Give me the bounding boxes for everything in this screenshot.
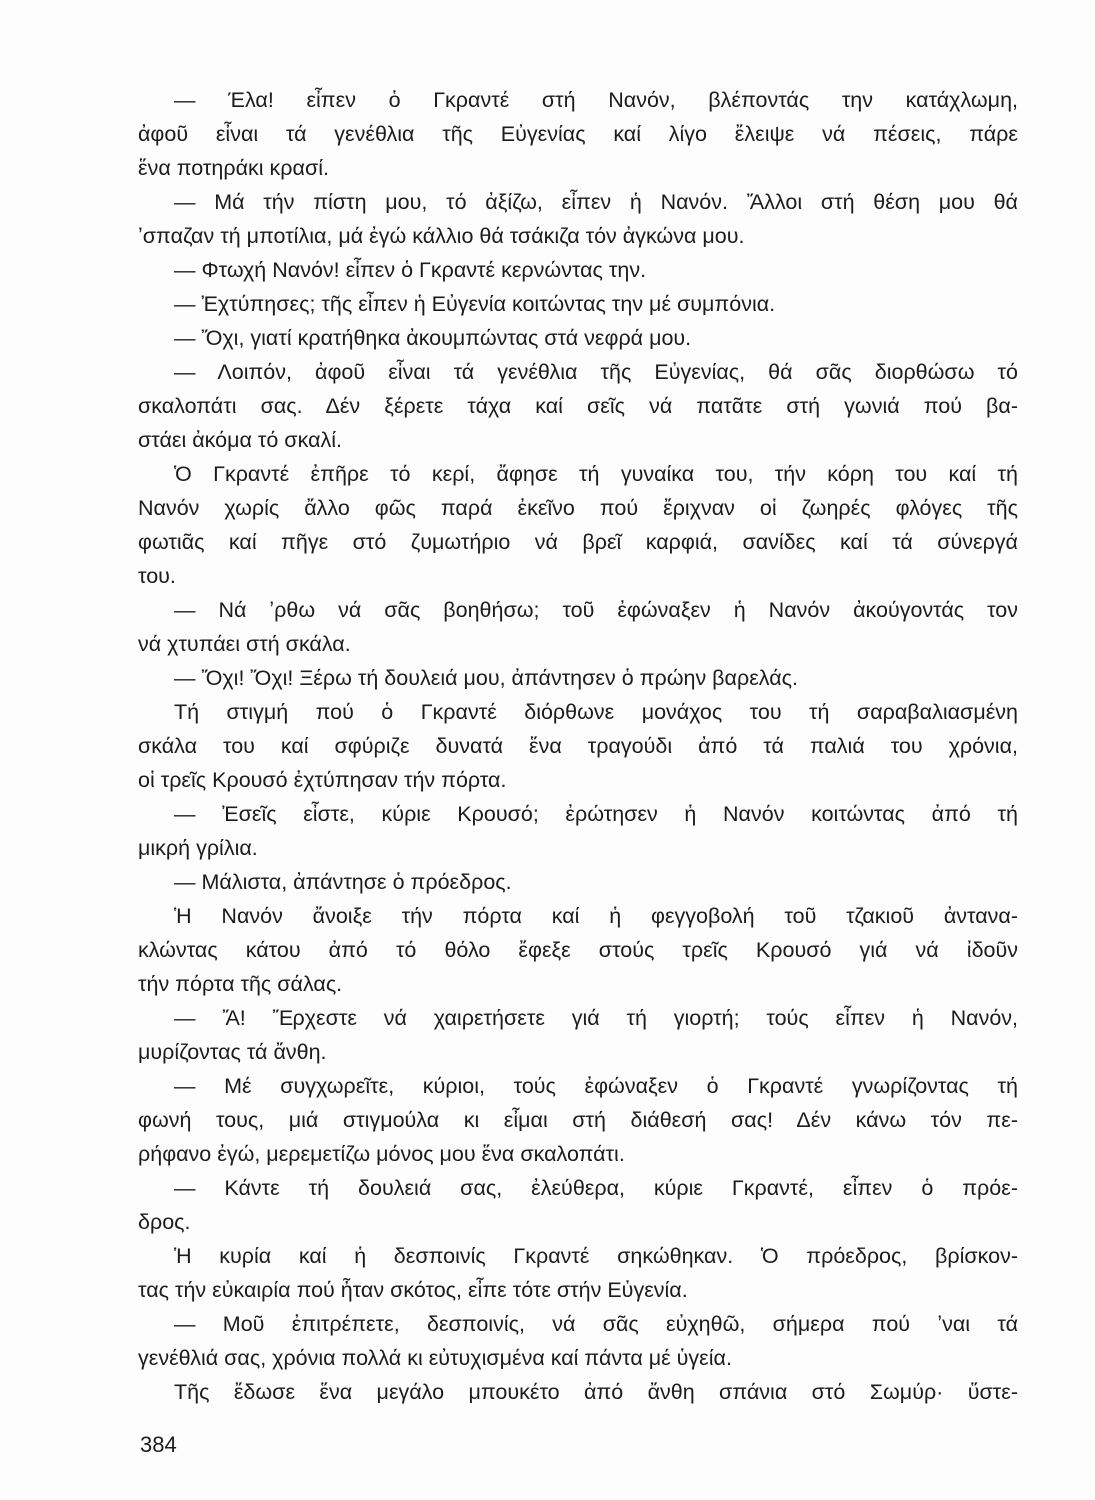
text-line: Τή στιγμή πού ὁ Γκραντέ διόρθωνε μονάχος του τή σαραβαλιασμένη xyxy=(174,700,1018,724)
text-line: του. xyxy=(138,564,176,588)
text-line: σκάλα του καί σφύριζε δυνατά ἕνα τραγούδι ἀπό τά παλιά του χρόνια, xyxy=(138,734,1018,758)
text-line: — Λοιπόν, ἀφοῦ εἶναι τά γενέθλια τῆς Εὐγενίας, θά σᾶς διορθώσω τό xyxy=(174,360,1018,384)
text-line: ἕνα ποτηράκι κρασί. xyxy=(138,156,329,180)
text-line: Ἡ Νανόν ἄνοιξε τήν πόρτα καί ἡ φεγγοβολή τοῦ τζακιοῦ ἀντανα- xyxy=(174,904,1018,928)
text-line: — Μοῦ ἐπιτρέπετε, δεσποινίς, νά σᾶς εὐχηθῶ, σήμερα πού ʼναι τά xyxy=(174,1312,1018,1336)
text-line: κλώντας κάτου ἀπό τό θόλο ἔφεξε στούς τρεῖς Κρουσό γιά νά ἰδοῦν xyxy=(138,938,1018,962)
text-line: ἀφοῦ εἶναι τά γενέθλια τῆς Εὐγενίας καί λίγο ἔλειψε νά πέσεις, πάρε xyxy=(138,122,1018,146)
text-line: δρος. xyxy=(138,1210,191,1234)
page-number: 384 xyxy=(140,1432,177,1457)
text-line: οἱ τρεῖς Κρουσό ἐχτύπησαν τήν πόρτα. xyxy=(138,768,507,792)
text-line: φωτιᾶς καί πῆγε στό ζυμωτήριο νά βρεῖ καρφιά, σανίδες καί τά σύνεργά xyxy=(138,530,1018,554)
text-line: σκαλοπάτι σας. Δέν ξέρετε τάχα καί σεῖς νά πατᾶτε στή γωνιά πού βα- xyxy=(138,394,1018,418)
text-line: — Ὄχι! Ὄχι! Ξέρω τή δουλειά μου, ἀπάντησεν ὁ πρώην βαρελάς. xyxy=(174,666,798,690)
text-line: ʼσπαζαν τή μποτίλια, μά ἐγώ κάλλιο θά τσάκιζα τόν ἀγκώνα μου. xyxy=(138,224,745,248)
text-line: Νανόν χωρίς ἄλλο φῶς παρά ἐκεῖνο πού ἔριχναν οἱ ζωηρές φλόγες τῆς xyxy=(138,496,1018,520)
text-line: νά χτυπάει στή σκάλα. xyxy=(138,632,351,656)
text-line: τήν πόρτα τῆς σάλας. xyxy=(138,972,343,996)
text-line: — Μάλιστα, ἀπάντησε ὁ πρόεδρος. xyxy=(174,870,512,894)
text-line: — Μά τήν πίστη μου, τό ἀξίζω, εἶπεν ἡ Νανόν. Ἄλλοι στή θέση μου θά xyxy=(174,190,1018,214)
text-line: — Φτωχή Νανόν! εἶπεν ὁ Γκραντέ κερνώντας την. xyxy=(174,258,647,282)
text-line: — Μέ συγχωρεῖτε, κύριοι, τούς ἐφώναξεν ὁ Γκραντέ γνωρίζοντας τή xyxy=(174,1074,1018,1098)
text-line: στάει ἀκόμα τό σκαλί. xyxy=(138,428,342,452)
text-line: — Ὄχι, γιατί κρατήθηκα ἀκουμπώντας στά νεφρά μου. xyxy=(174,326,692,350)
text-line: γενέθλιά σας, χρόνια πολλά κι εὐτυχισμένα καί πάντα μέ ὑγεία. xyxy=(138,1346,732,1370)
text-line: — Ἐσεῖς εἶστε, κύριε Κρουσό; ἐρώτησεν ἡ Νανόν κοιτώντας ἀπό τή xyxy=(174,802,1018,826)
text-line: Ὁ Γκραντέ ἐπῆρε τό κερί, ἄφησε τή γυναίκα του, τήν κόρη του καί τή xyxy=(174,462,1018,486)
text-line: — Ἐχτύπησες; τῆς εἶπεν ἡ Εὐγενία κοιτώντας την μέ συμπόνια. xyxy=(174,292,776,316)
text-line: Τῆς ἔδωσε ἕνα μεγάλο μπουκέτο ἀπό ἄνθη σπάνια στό Σωμύρ· ὕστε- xyxy=(174,1380,1018,1404)
text-line: — Έλα! εἶπεν ὁ Γκραντέ στή Νανόν, βλέποντάς την κατάχλωμη, xyxy=(174,88,1018,112)
text-line: — Νά ʼρθω νά σᾶς βοηθήσω; τοῦ ἐφώναξεν ἡ Νανόν ἀκούγοντάς τον xyxy=(174,598,1018,622)
text-line: μυρίζοντας τά ἄνθη. xyxy=(138,1040,327,1064)
text-line: — Κάντε τή δουλειά σας, ἐλεύθερα, κύριε Γκραντέ, εἶπεν ὁ πρόε- xyxy=(174,1176,1018,1200)
text-line: — Ἄ! Ἔρχεστε νά χαιρετήσετε γιά τή γιορτή; τούς εἶπεν ἡ Νανόν, xyxy=(174,1006,1018,1030)
text-line: φωνή τους, μιά στιγμούλα κι εἶμαι στή διάθεσή σας! Δέν κάνω τόν πε- xyxy=(138,1108,1018,1132)
text-line: ρήφανο ἐγώ, μερεμετίζω μόνος μου ἕνα σκαλοπάτι. xyxy=(138,1142,625,1166)
text-line: τας τήν εὐκαιρία πού ἦταν σκότος, εἶπε τότε στήν Εὐγενία. xyxy=(138,1278,688,1302)
text-line: μικρή γρίλια. xyxy=(138,836,258,860)
text-line: Ἡ κυρία καί ἡ δεσποινίς Γκραντέ σηκώθηκαν. Ὁ πρόεδρος, βρίσκον- xyxy=(174,1244,1018,1268)
